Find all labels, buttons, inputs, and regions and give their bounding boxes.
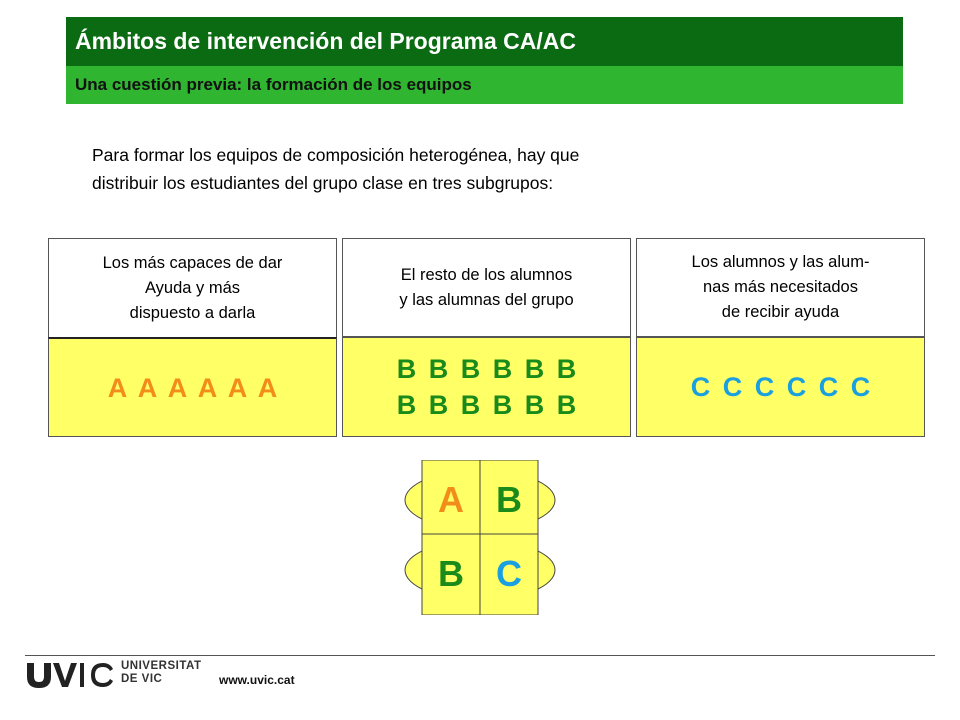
slide-title: Ámbitos de intervención del Programa CA/AC bbox=[66, 17, 903, 66]
group-b-label-line: El resto de los alumnos bbox=[400, 265, 573, 284]
intro-line: Para formar los equipos de composición heterogénea, hay que bbox=[92, 145, 580, 165]
group-c-members-line: C C C C C C bbox=[690, 372, 871, 402]
team-seat-b-top: B bbox=[496, 479, 522, 520]
uvic-logo-mark bbox=[25, 660, 117, 690]
group-a-label-line: Ayuda y más bbox=[144, 279, 241, 297]
team-seat-a: A bbox=[438, 479, 464, 520]
website-link[interactable]: www.uvic.cat bbox=[219, 673, 295, 687]
group-b-members-line: B B B B B B bbox=[396, 390, 577, 420]
group-c-label bbox=[636, 238, 925, 337]
logo-subtitle-line: UNIVERSITAT bbox=[121, 660, 202, 672]
group-c-label-line: Los alumnos y las alum- bbox=[691, 253, 870, 271]
group-b-members bbox=[342, 337, 631, 437]
group-c-members bbox=[636, 337, 925, 437]
group-a-label-line: Los más capaces de dar bbox=[102, 254, 283, 272]
slide-subtitle: Una cuestión previa: la formación de los equipos bbox=[66, 66, 903, 104]
team-diagram bbox=[400, 460, 560, 615]
intro-text bbox=[92, 141, 812, 197]
logo-subtitle-line: DE VIC bbox=[121, 673, 163, 685]
group-a-members-line: A A A A A A bbox=[107, 372, 278, 403]
group-a-label-line: dispuesto a darla bbox=[129, 304, 256, 322]
group-b-members-line: B B B B B B bbox=[396, 354, 577, 384]
group-b-label bbox=[342, 238, 631, 337]
footer-divider bbox=[25, 655, 935, 656]
intro-line: distribuir los estudiantes del grupo clase en tres subgrupos: bbox=[92, 173, 554, 193]
team-seat-b-bottom: B bbox=[438, 553, 464, 594]
group-b-label-line: y las alumnas del grupo bbox=[399, 290, 574, 309]
group-c-label-line: de recibir ayuda bbox=[721, 303, 840, 321]
group-c-label-line: nas más necesitados bbox=[702, 278, 858, 296]
group-a-members bbox=[48, 337, 337, 437]
group-a-label bbox=[48, 238, 337, 339]
logo-subtitle bbox=[121, 660, 201, 686]
team-seat-c: C bbox=[496, 553, 522, 594]
